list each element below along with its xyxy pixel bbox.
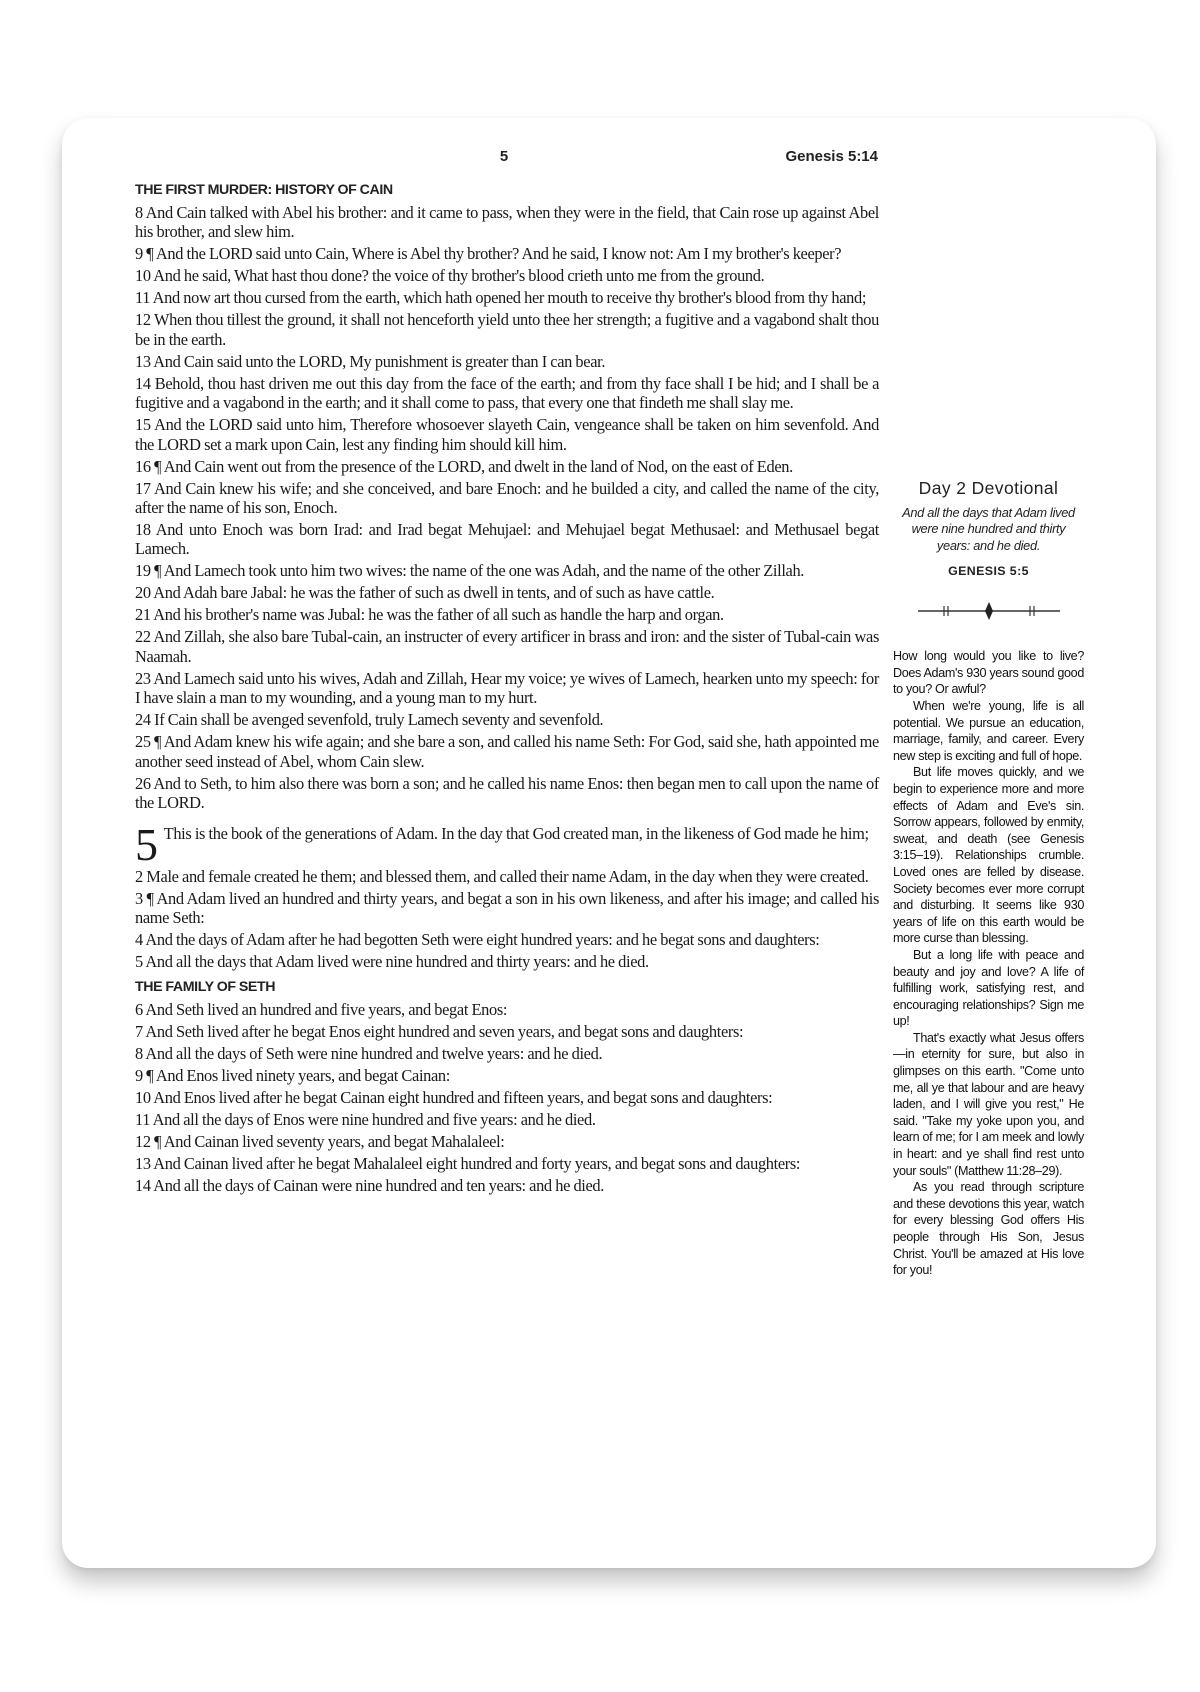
verse: 9 ¶ And the LORD said unto Cain, Where is Abel thy brother? And he said, I know not: Am I my brother's keeper? [135, 244, 842, 264]
verse: 12 When thou tillest the ground, it shall not henceforth yield unto thee her strength; a fugitive and a vagabond shalt thou be in the earth. [135, 310, 879, 349]
verse: 24 If Cain shall be avenged sevenfold, truly Lamech seventy and sevenfold. [135, 710, 604, 730]
verse: This is the book of the generations of Adam. In the day that God created man, in the likeness of God made he him; [163, 824, 869, 844]
section-heading: THE FAMILY OF SETH [135, 978, 276, 995]
verse: 5 And all the days that Adam lived were nine hundred and thirty years: and he died. [135, 952, 649, 972]
verse: 2 Male and female created he them; and blessed them, and called their name Adam, in the day when they were created. [135, 867, 869, 887]
verse: 10 And Enos lived after he begat Cainan eight hundred and fifteen years, and begat sons and daughters: [135, 1087, 773, 1107]
section-heading: THE FIRST MURDER: HISTORY OF CAIN [135, 182, 393, 198]
verse: 23 And Lamech said unto his wives, Adah and Zillah, Hear my voice; ye wives of Lamech, hearken unto my speech: for I have slain a man to my wounding, and a young man to my hurt. [135, 668, 879, 708]
verse: 17 And Cain knew his wife; and she conceived, and bare Enoch: and he builded a city, and called the name of the city, after the name of his son, Enoch. [135, 478, 879, 518]
page-number: 5 [499, 148, 509, 165]
verse: 13 And Cain said unto the LORD, My punishment is greater than I can bear. [135, 351, 606, 371]
verse: 8 And Cain talked with Abel his brother: and it came to pass, when they were in the field, that Cain rose up against Abel his brother, and slew him. [135, 203, 879, 242]
verse: 9 ¶ And Enos lived ninety years, and begat Cainan: [135, 1065, 450, 1085]
verse: 19 ¶ And Lamech took unto him two wives: the name of the one was Adah, and the name of the other Zillah. [135, 561, 805, 581]
verse: 18 And unto Enoch was born Irad: and Irad begat Mehujael: and Mehujael begat Methusael: and Methusael begat Lamech. [135, 520, 879, 559]
verse: 11 And all the days of Enos were nine hundred and five years: and he died. [135, 1109, 596, 1129]
verse: 20 And Adah bare Jabal: he was the father of such as dwell in tents, and of such as have cattle. [135, 583, 715, 603]
verse: 21 And his brother's name was Jubal: he was the father of all such as handle the harp and organ. [135, 605, 724, 625]
devotional-paragraph: That's exactly what Jesus offers—in eternity for sure, but also in glimpses on this earth. "Come unto me, all ye that labour and are heavy laden, and I will give you rest," He said. "Take my yoke upon you, and learn of me; for I am meek and lowly in heart: and ye shall find rest unto your souls" (Matthew 11:28–29). [893, 1030, 1084, 1178]
verse: 16 ¶ And Cain went out from the presence of the LORD, and dwelt in the land of Nod, on the east of Eden. [135, 456, 793, 476]
devotional-key-verse: And all the days that Adam lived were nine hundred and thirty years: and he died. [902, 505, 1075, 553]
verse: 3 ¶ And Adam lived an hundred and thirty years, and begat a son in his own likeness, and after his image; and called his name Seth: [135, 889, 879, 928]
verse: 8 And all the days of Seth were nine hundred and twelve years: and he died. [135, 1043, 603, 1063]
devotional-paragraph: But a long life with peace and beauty and joy and love? A life of fulfilling work, satisfying rest, and encouraging relationships? Sign me up! [893, 947, 1084, 1029]
verse-list [135, 203, 879, 812]
devotional-sidebar [893, 478, 1084, 1279]
verse: 14 Behold, thou hast driven me out this day from the face of the earth; and from thy face shall I be hid; and I shall be a fugitive and a vagabond in the earth; and it shall come to pass, that every one that findeth me shall slay me. [135, 373, 879, 413]
devotional-body [893, 648, 1084, 1279]
scripture-column [135, 181, 879, 1198]
verse: 11 And now art thou cursed from the earth, which hath opened her mouth to receive thy brother's blood from thy hand; [135, 288, 867, 308]
running-head: Genesis 5:14 [785, 148, 878, 165]
devotional-paragraph: As you read through scripture and these devotions this year, watch for every blessing God offers His people through His Son, Jesus Christ. You'll be amazed at His love for you! [893, 1180, 1084, 1278]
devotional-paragraph: How long would you like to live? Does Adam's 930 years sound good to you? Or awful? [893, 649, 1084, 697]
devotional-paragraph: When we're young, life is all potential. We pursue an education, marriage, family, and career. Every new step is exciting and full of hope. [893, 699, 1084, 763]
verse: 12 ¶ And Cainan lived seventy years, and begat Mahalaleel: [135, 1131, 505, 1151]
devotional-reference: GENESIS 5:5 [948, 564, 1029, 579]
chapter-5-opening [135, 819, 879, 871]
verse: 4 And the days of Adam after he had begotten Seth were eight hundred years: and he begat sons and daughters: [135, 930, 820, 950]
verse: 10 And he said, What hast thou done? the voice of thy brother's blood crieth unto me from the ground. [135, 266, 765, 286]
verse: 6 And Seth lived an hundred and five years, and begat Enos: [135, 999, 508, 1019]
devotional-paragraph: But life moves quickly, and we begin to experience more and more effects of Adam and Eve's sin. Sorrow appears, followed by enmity, sweat, and death (see Genesis 3:15–19). Relationships crumble. Loved ones are felled by disease. Society becomes ever more corrupt and disturbing. It seems like 930 years of life on this earth would be more curse than blessing. [893, 765, 1084, 946]
verse: 15 And the LORD said unto him, Therefore whosoever slayeth Cain, vengeance shall be taken on him sevenfold. And the LORD set a mark upon Cain, lest any finding him should kill him. [135, 415, 879, 454]
verse: 26 And to Seth, to him also there was born a son; and he called his name Enos: then began men to call upon the name of the LORD. [135, 773, 879, 813]
verse: 14 And all the days of Cainan were nine hundred and ten years: and he died. [135, 1175, 605, 1195]
verse: 25 ¶ And Adam knew his wife again; and she bare a son, and called his name Seth: For God, said she, hath appointed me another seed instead of Abel, whom Cain slew. [135, 732, 879, 771]
chapter-number-dropcap: 5 [135, 819, 158, 871]
devotional-title: Day 2 Devotional [918, 478, 1059, 498]
verse: 22 And Zillah, she also bare Tubal-cain, an instructer of every artificer in brass and iron: and the sister of Tubal-cain was Naamah. [135, 627, 879, 666]
verse: 13 And Cainan lived after he begat Mahalaleel eight hundred and forty years, and begat sons and daughters: [135, 1153, 801, 1173]
verse: 7 And Seth lived after he begat Enos eight hundred and seven years, and begat sons and daughters: [135, 1021, 744, 1041]
ornament-divider-icon [914, 600, 1064, 622]
